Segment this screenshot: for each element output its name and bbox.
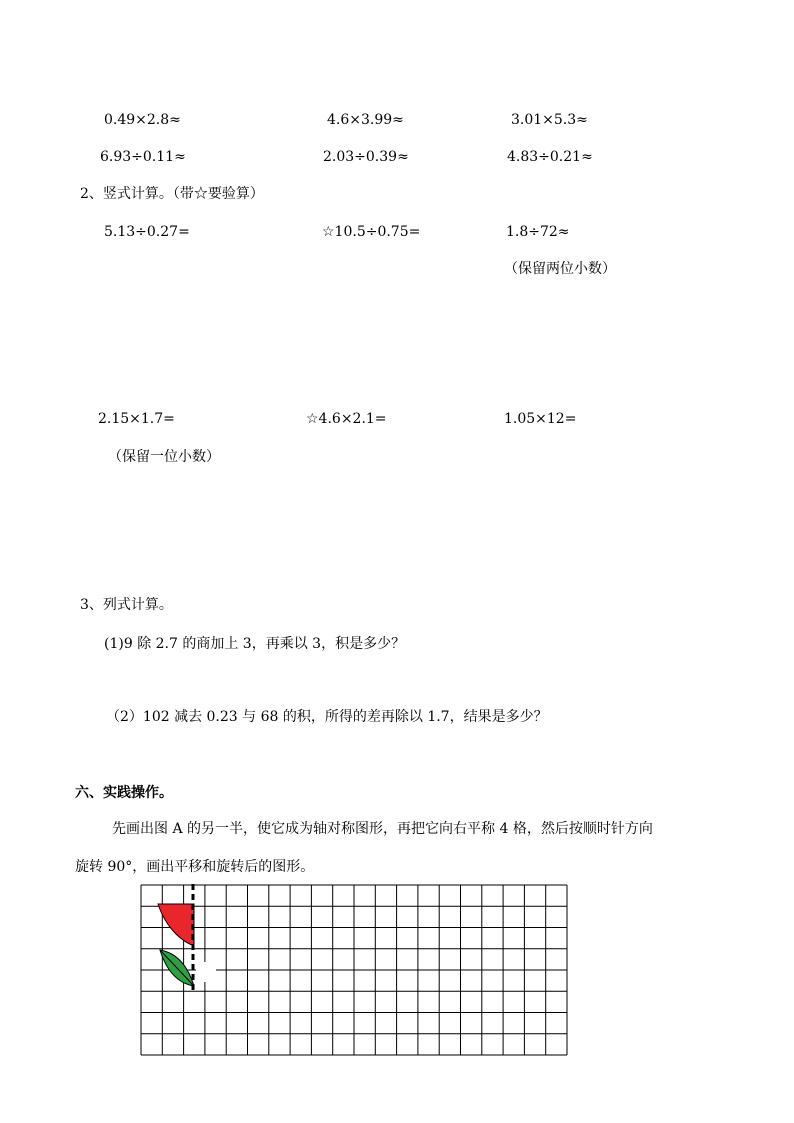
word-problem: （2）102 减去 0.23 与 68 的积，所得的差再除以 1.7，结果是多少？ bbox=[106, 709, 548, 725]
problem-item: ☆10.5÷0.75= bbox=[322, 224, 421, 240]
section-heading: 2、竖式计算。（带☆要验算） bbox=[80, 186, 264, 202]
estimation-item: 6.93÷0.11≈ bbox=[100, 149, 186, 165]
problem-note: （保留两位小数） bbox=[504, 261, 616, 277]
section-heading: 3、列式计算。 bbox=[80, 597, 173, 613]
section-heading: 六、实践操作。 bbox=[75, 785, 173, 801]
green-leaf-midrib bbox=[160, 950, 194, 986]
problem-item: 1.8÷72≈ bbox=[506, 224, 570, 240]
estimation-item: 2.03÷0.39≈ bbox=[323, 149, 409, 165]
estimation-item: 0.49×2.8≈ bbox=[104, 112, 181, 128]
problem-item: 5.13÷0.27= bbox=[104, 224, 190, 240]
problem-item: ☆4.6×2.1= bbox=[306, 411, 387, 427]
instruction-text: 先画出图 A 的另一半，使它成为轴对称图形，再把它向右平称 4 格，然后按顺时针方向 bbox=[112, 821, 653, 837]
problem-item: 1.05×12= bbox=[504, 411, 577, 427]
erased-gap bbox=[196, 962, 216, 982]
red-leaf-shape bbox=[158, 904, 194, 946]
estimation-item: 3.01×5.3≈ bbox=[511, 112, 588, 128]
estimation-item: 4.6×3.99≈ bbox=[327, 112, 404, 128]
problem-note: （保留一位小数） bbox=[108, 449, 220, 465]
instruction-text: 旋转 90°，画出平移和旋转后的图形。 bbox=[75, 859, 315, 875]
word-problem: (1)9 除 2.7 的商加上 3，再乘以 3，积是多少？ bbox=[104, 636, 406, 652]
estimation-item: 4.83÷0.21≈ bbox=[507, 149, 593, 165]
problem-item: 2.15×1.7= bbox=[98, 411, 175, 427]
square-grid bbox=[140, 884, 570, 1058]
